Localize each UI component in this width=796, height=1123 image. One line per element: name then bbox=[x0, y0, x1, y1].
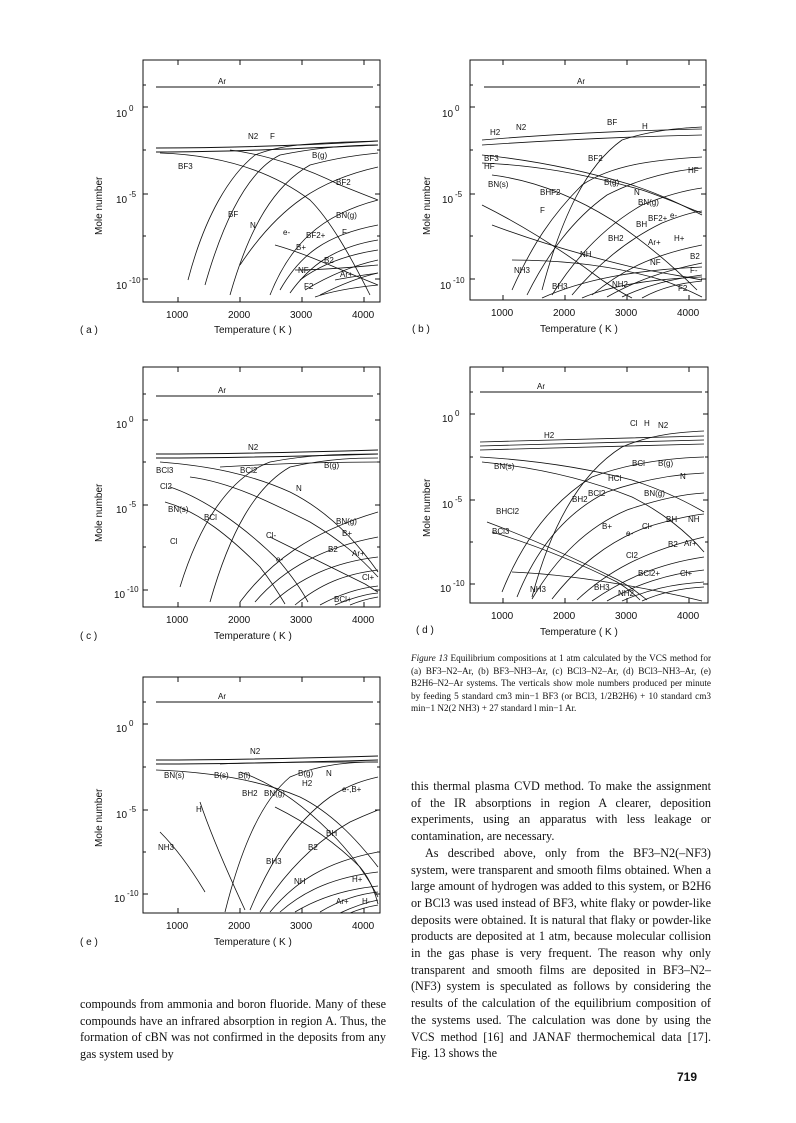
y-tick-label: 10 bbox=[442, 195, 454, 206]
species-label: Cl2 bbox=[160, 482, 173, 491]
species-label: BN(s) bbox=[164, 771, 185, 780]
x-tick-label: 2000 bbox=[228, 310, 251, 321]
y-tick-exp: -5 bbox=[129, 805, 137, 814]
species-label: H+ bbox=[352, 875, 363, 884]
species-label: BCl2 bbox=[588, 489, 606, 498]
x-axis-label: Temperature ( K ) bbox=[214, 937, 292, 948]
y-tick-exp: -5 bbox=[455, 190, 463, 199]
species-label: BN(g) bbox=[638, 198, 659, 207]
species-label: Cl+ bbox=[362, 573, 375, 582]
x-tick-label: 1000 bbox=[491, 308, 514, 319]
y-tick-exp: -5 bbox=[129, 190, 137, 199]
species-label: Ar+ bbox=[648, 238, 661, 247]
x-tick-label: 2000 bbox=[553, 611, 576, 622]
species-label: H2 bbox=[490, 128, 501, 137]
species-label: BN(s) bbox=[168, 505, 189, 514]
x-tick-label: 1000 bbox=[166, 310, 189, 321]
species-label: HF bbox=[484, 162, 495, 171]
y-tick-label: 10 bbox=[442, 109, 454, 120]
species-label: e- bbox=[626, 529, 634, 538]
figure-b bbox=[412, 55, 712, 345]
y-tick-label: 10 bbox=[116, 810, 128, 821]
y-tick-label: 10 bbox=[116, 195, 128, 206]
x-axis-label: Temperature ( K ) bbox=[540, 324, 618, 335]
species-label: HCl bbox=[608, 474, 622, 483]
species-label: F2 bbox=[304, 282, 314, 291]
species-label: Cl- bbox=[266, 531, 277, 540]
species-label: Cl2 bbox=[626, 551, 639, 560]
species-label: HF bbox=[688, 166, 699, 175]
x-tick-label: 3000 bbox=[290, 921, 313, 932]
y-tick-label: 10 bbox=[114, 894, 126, 905]
figure-a-plot bbox=[80, 55, 390, 345]
species-label: N bbox=[296, 484, 302, 493]
species-label: N2 bbox=[250, 747, 261, 756]
species-label: BF2 bbox=[336, 178, 351, 187]
species-label: B(g) bbox=[298, 769, 314, 778]
species-label: BN(g) bbox=[264, 789, 285, 798]
species-label: B(s) bbox=[214, 771, 229, 780]
y-tick-exp: 0 bbox=[129, 104, 134, 113]
x-tick-label: 1000 bbox=[166, 921, 189, 932]
species-label: NH2 bbox=[612, 280, 629, 289]
species-label: N2 bbox=[516, 123, 527, 132]
y-tick-exp: -10 bbox=[453, 276, 465, 285]
x-tick-label: 3000 bbox=[615, 308, 638, 319]
y-tick-exp: -10 bbox=[127, 889, 139, 898]
y-tick-label: 10 bbox=[116, 281, 128, 292]
x-tick-label: 1000 bbox=[166, 615, 189, 626]
panel-label: ( b ) bbox=[412, 324, 430, 335]
species-label: H bbox=[642, 122, 648, 131]
species-label: BCl3 bbox=[156, 466, 174, 475]
panel-label: ( c ) bbox=[80, 631, 98, 642]
caption-text: Equilibrium compositions at 1 atm calculated by the VCS method for (a) BF3–N2–Ar, (b) BF3–NH3–Ar, (c) BCl3–N2–Ar, (d) BCl3–NH3–Ar, (e) B2H6–N2–Ar systems. The verticals show mole numbers produced per minute by feeding 5 standard cm3 min−1 BF3 (or BCl3, 1/2B2H6) + 10 standard cm3 min−1 N2(2 NH3) + 27 standard l min−1 Ar. bbox=[411, 653, 712, 714]
y-tick-exp: -10 bbox=[129, 276, 141, 285]
species-label: BN(g) bbox=[336, 211, 357, 220]
species-label: H+ bbox=[674, 234, 685, 243]
species-label: Ar bbox=[218, 77, 226, 86]
species-label: NH bbox=[580, 250, 592, 259]
species-label: Ar bbox=[537, 382, 545, 391]
x-axis-label: Temperature ( K ) bbox=[540, 627, 618, 638]
species-label: e- bbox=[276, 555, 284, 564]
species-label: B(l) bbox=[238, 771, 251, 780]
left-column-text bbox=[80, 996, 386, 1063]
species-label: BCl bbox=[204, 513, 217, 522]
species-label: Ar+ bbox=[336, 897, 349, 906]
species-label: BN(s) bbox=[494, 462, 515, 471]
species-label: N2 bbox=[658, 421, 669, 430]
species-label: BCl2 bbox=[240, 466, 258, 475]
species-label: NH3 bbox=[158, 843, 175, 852]
species-label: NH bbox=[688, 515, 700, 524]
species-label: BF3 bbox=[178, 162, 193, 171]
y-tick-label: 10 bbox=[440, 584, 452, 595]
species-label: H- bbox=[362, 897, 371, 906]
species-label: N bbox=[250, 221, 256, 230]
left-paragraph: compounds from ammonia and boron fluoride. Many of these compounds have an infrared absorption in region A. Thus, the formation of cBN was not confirmed in the deposits from any gas system used by bbox=[80, 997, 386, 1062]
species-label: H2 bbox=[544, 431, 555, 440]
species-label: Ar bbox=[218, 692, 226, 701]
species-label: NF bbox=[650, 258, 661, 267]
y-tick-label: 10 bbox=[442, 414, 454, 425]
y-tick-label: 10 bbox=[116, 420, 128, 431]
species-label: N2 bbox=[248, 132, 259, 141]
figure-c-plot bbox=[80, 362, 390, 652]
species-label: BF2+ bbox=[306, 231, 326, 240]
species-label: Ar+ bbox=[352, 549, 365, 558]
x-tick-label: 3000 bbox=[615, 611, 638, 622]
species-label: BCl2+ bbox=[638, 569, 661, 578]
x-tick-label: 3000 bbox=[290, 615, 313, 626]
species-label: N bbox=[326, 769, 332, 778]
y-axis-label: Mole number bbox=[422, 176, 433, 235]
species-label: NF bbox=[298, 266, 309, 275]
species-label: H bbox=[644, 419, 650, 428]
y-tick-exp: -5 bbox=[455, 495, 463, 504]
species-label: BN(s) bbox=[488, 180, 509, 189]
species-label: F- bbox=[342, 228, 350, 237]
y-tick-label: 10 bbox=[114, 590, 126, 601]
figure-c bbox=[80, 362, 390, 652]
species-label: BH bbox=[636, 220, 648, 229]
figure-e bbox=[80, 672, 390, 957]
species-label: B2 bbox=[328, 545, 338, 554]
species-label: BCl bbox=[632, 459, 645, 468]
x-tick-label: 4000 bbox=[677, 308, 700, 319]
y-tick-exp: 0 bbox=[455, 409, 460, 418]
x-tick-label: 2000 bbox=[553, 308, 576, 319]
panel-label: ( a ) bbox=[80, 325, 98, 336]
species-label: BF2+ bbox=[648, 214, 668, 223]
species-label: Cl bbox=[630, 419, 638, 428]
species-label: F bbox=[540, 206, 545, 215]
species-label: H bbox=[196, 805, 202, 814]
species-label: B2 bbox=[668, 540, 678, 549]
figure-d-plot bbox=[412, 362, 712, 647]
x-tick-label: 2000 bbox=[228, 615, 251, 626]
species-label: NH3 bbox=[514, 266, 531, 275]
species-label: Ar+ bbox=[340, 270, 353, 279]
x-tick-label: 4000 bbox=[352, 310, 375, 321]
y-tick-label: 10 bbox=[116, 109, 128, 120]
species-label: N2 bbox=[248, 443, 259, 452]
x-tick-label: 3000 bbox=[290, 310, 313, 321]
panel-label: ( e ) bbox=[80, 937, 98, 948]
species-label: BF bbox=[228, 210, 239, 219]
y-tick-label: 10 bbox=[440, 281, 452, 292]
x-tick-label: 4000 bbox=[677, 611, 700, 622]
species-label: NH3 bbox=[530, 585, 547, 594]
x-tick-label: 4000 bbox=[352, 615, 375, 626]
figure-a bbox=[80, 55, 390, 345]
species-label: BH bbox=[326, 829, 338, 838]
y-tick-exp: -10 bbox=[127, 585, 139, 594]
species-label: B+ bbox=[296, 243, 307, 252]
y-axis-label: Mole number bbox=[94, 788, 105, 847]
x-axis-label: Temperature ( K ) bbox=[214, 631, 292, 642]
x-tick-label: 4000 bbox=[352, 921, 375, 932]
species-label: BN(g) bbox=[336, 517, 357, 526]
species-label: BHF2 bbox=[540, 188, 561, 197]
species-label: BF2 bbox=[588, 154, 603, 163]
page-number: 719 bbox=[677, 1070, 698, 1084]
panel-label: ( d ) bbox=[416, 625, 434, 636]
species-label: Ar+ bbox=[684, 539, 697, 548]
species-label: BH3 bbox=[594, 583, 610, 592]
y-axis-label: Mole number bbox=[422, 478, 433, 537]
y-tick-exp: 0 bbox=[129, 719, 134, 728]
species-label: BH2 bbox=[572, 495, 588, 504]
species-label: BH3 bbox=[266, 857, 282, 866]
species-label: e- bbox=[670, 211, 678, 220]
y-axis-label: Mole number bbox=[94, 176, 105, 235]
species-label: B(g) bbox=[604, 178, 620, 187]
species-label: BH2 bbox=[608, 234, 624, 243]
species-label: Ar bbox=[218, 386, 226, 395]
figure-caption bbox=[411, 652, 711, 715]
species-label: BH3 bbox=[552, 282, 568, 291]
figure-d bbox=[412, 362, 712, 647]
right-paragraph-2: As described above, only from the BF3–N2(–NF3) system, were transparent and smooth films obtained. When a large amount of hydrogen was added to this system, or B2H6 or BCl3 was used instead of BF3, white flaky or powder-like deposits were obtained. It is natural that flaky or powder-like products are deposited at 1 atm, because molecular collision in the gas phase is very frequent. The reason why only transparent and smooth films are deposited in BF3–N2–(NF3) system is speculated as follows by considering the results of the calculation of the equilibrium composition of the systems used. The calculation was done by using the VCS method [16] and JANAF thermochemical data [17]. Fig. 13 shows the bbox=[411, 845, 711, 1061]
species-label: BH bbox=[666, 515, 678, 524]
y-tick-exp: 0 bbox=[129, 415, 134, 424]
species-label: F bbox=[270, 132, 275, 141]
species-label: Cl bbox=[170, 537, 178, 546]
species-label: B2 bbox=[690, 252, 700, 261]
species-label: B(g) bbox=[658, 459, 674, 468]
species-label: B(g) bbox=[324, 461, 340, 470]
species-label: Cl+ bbox=[680, 569, 693, 578]
species-label: BF3 bbox=[484, 154, 499, 163]
x-axis-label: Temperature ( K ) bbox=[214, 325, 292, 336]
y-tick-exp: 0 bbox=[455, 104, 460, 113]
species-label: B(g) bbox=[312, 151, 328, 160]
right-column-text bbox=[411, 778, 711, 1062]
species-label: Cl- bbox=[642, 522, 653, 531]
species-label: NH2 bbox=[618, 589, 635, 598]
y-tick-label: 10 bbox=[116, 505, 128, 516]
x-tick-label: 1000 bbox=[491, 611, 514, 622]
species-label: e-,B+ bbox=[342, 785, 362, 794]
species-label: Ar bbox=[577, 77, 585, 86]
species-label: BF bbox=[607, 118, 618, 127]
figure-b-plot bbox=[412, 55, 712, 345]
species-label: BCl+ bbox=[334, 595, 352, 604]
y-axis-label: Mole number bbox=[94, 483, 105, 542]
species-label: H2 bbox=[302, 779, 313, 788]
y-tick-label: 10 bbox=[116, 724, 128, 735]
y-tick-exp: -5 bbox=[129, 500, 137, 509]
species-label: N bbox=[680, 472, 686, 481]
species-label: N bbox=[634, 188, 640, 197]
species-label: e- bbox=[283, 228, 291, 237]
species-label: B+ bbox=[342, 529, 353, 538]
x-tick-label: 2000 bbox=[228, 921, 251, 932]
y-tick-exp: -10 bbox=[453, 579, 465, 588]
species-label: F2 bbox=[678, 284, 688, 293]
species-label: BCl3 bbox=[492, 527, 510, 536]
species-label: B2 bbox=[308, 843, 318, 852]
species-label: BHCl2 bbox=[496, 507, 520, 516]
caption-label: Figure 13 bbox=[411, 653, 448, 663]
species-label: F- bbox=[690, 266, 698, 275]
y-tick-label: 10 bbox=[442, 500, 454, 511]
species-label: NH bbox=[294, 877, 306, 886]
figure-e-plot bbox=[80, 672, 390, 957]
species-label: BH2 bbox=[242, 789, 258, 798]
species-label: B2 bbox=[324, 256, 334, 265]
species-label: B+ bbox=[602, 522, 613, 531]
species-label: BN(g) bbox=[644, 489, 665, 498]
right-paragraph-1: this thermal plasma CVD method. To make the assignment of the IR absorptions in region A clearer, deposition experiments, using an apparatus with less leakage or contamination, are necessary. bbox=[411, 779, 711, 844]
